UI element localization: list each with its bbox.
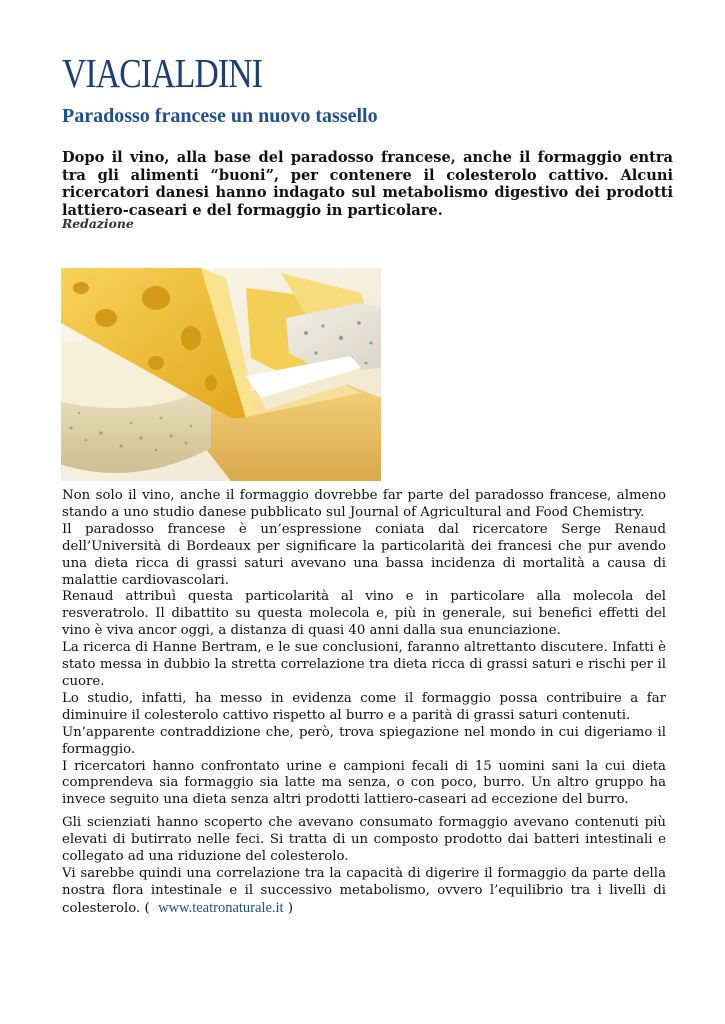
- site-logo[interactable]: VIACIALDINI: [62, 50, 263, 96]
- paragraph-text: Vi sarebbe quindi una correlazione tra la capacità di digerire il formaggio da parte della nostra flora intestinale e il successivo metabolismo, ovvero l’equilibrio tra i livelli di colesterolo. (: [62, 865, 666, 916]
- paragraph-with-link: [62, 866, 666, 918]
- source-link[interactable]: www.teatronaturale.it: [158, 899, 284, 916]
- article-author: Redazione: [62, 216, 134, 231]
- paragraph: I ricercatori hanno confrontato urine e campioni fecali di 15 uomini sani la cui dieta comprendeva sia formaggio sia latte ma senza, o con poco, burro. Un altro gruppo ha invece seguito una dieta senza altri prodotti lattiero-caseari ad eccezione del burro.: [62, 758, 666, 808]
- paragraph: Non solo il vino, anche il formaggio dovrebbe far parte del paradosso francese, almeno stando a uno studio danese pubblicato sul Journal of Agricultural and Food Chemistry.: [62, 488, 666, 520]
- paragraph: Lo studio, infatti, ha messo in evidenza come il formaggio possa contribuire a far diminuire il colesterolo cattivo rispetto al burro e a parità di grassi saturi contenuti.: [62, 690, 666, 723]
- paragraph: Un’apparente contraddizione che, però, trova spiegazione nel mondo in cui digeriamo il formaggio.: [62, 724, 666, 757]
- closing-paren: ): [287, 900, 294, 916]
- paragraph: Il paradosso francese è un’espressione coniata dal ricercatore Serge Renaud dell’Università di Bordeaux per significare la particolarità dei francesi che pur avendo una dieta ricca di grassi saturi avevano una bassa incidenza di mortalità a causa di malattie cardiovascolari.: [62, 521, 666, 588]
- cheese-photo: [61, 268, 381, 481]
- article-lead: Dopo il vino, alla base del paradosso francese, anche il formaggio entra tra gli alimenti “buoni”, per contenere il colesterolo cattivo. Alcuni ricercatori danesi hanno indagato sul metabolismo digestivo dei prodotti lattiero-caseari e del formaggio in particolare.: [62, 149, 673, 219]
- paragraph: Gli scienziati hanno scoperto che avevano consumato formaggio avevano contenuti più elevati di butirrato nelle feci. Si tratta di un composto prodotto dai batteri intestinali e collegato ad una riduzione del colesterolo.: [62, 815, 666, 865]
- paragraph: Renaud attribuì questa particolarità al vino e in particolare alla molecola del resveratrolo. Il dibattito su questa molecola e, più in generale, sui benefici effetti del vino è viva ancor oggi, a distanza di quasi 40 anni dalla sua enunciazione.: [62, 589, 666, 639]
- article-body: [62, 488, 666, 918]
- article-title: Paradosso francese un nuovo tassello: [62, 105, 378, 127]
- paragraph: La ricerca di Hanne Bertram, e le sue conclusioni, faranno altrettanto discutere. Infatti è stato messa in dubbio la stretta correlazione tra dieta ricca di grassi saturi e rischi per il cuore.: [62, 640, 666, 689]
